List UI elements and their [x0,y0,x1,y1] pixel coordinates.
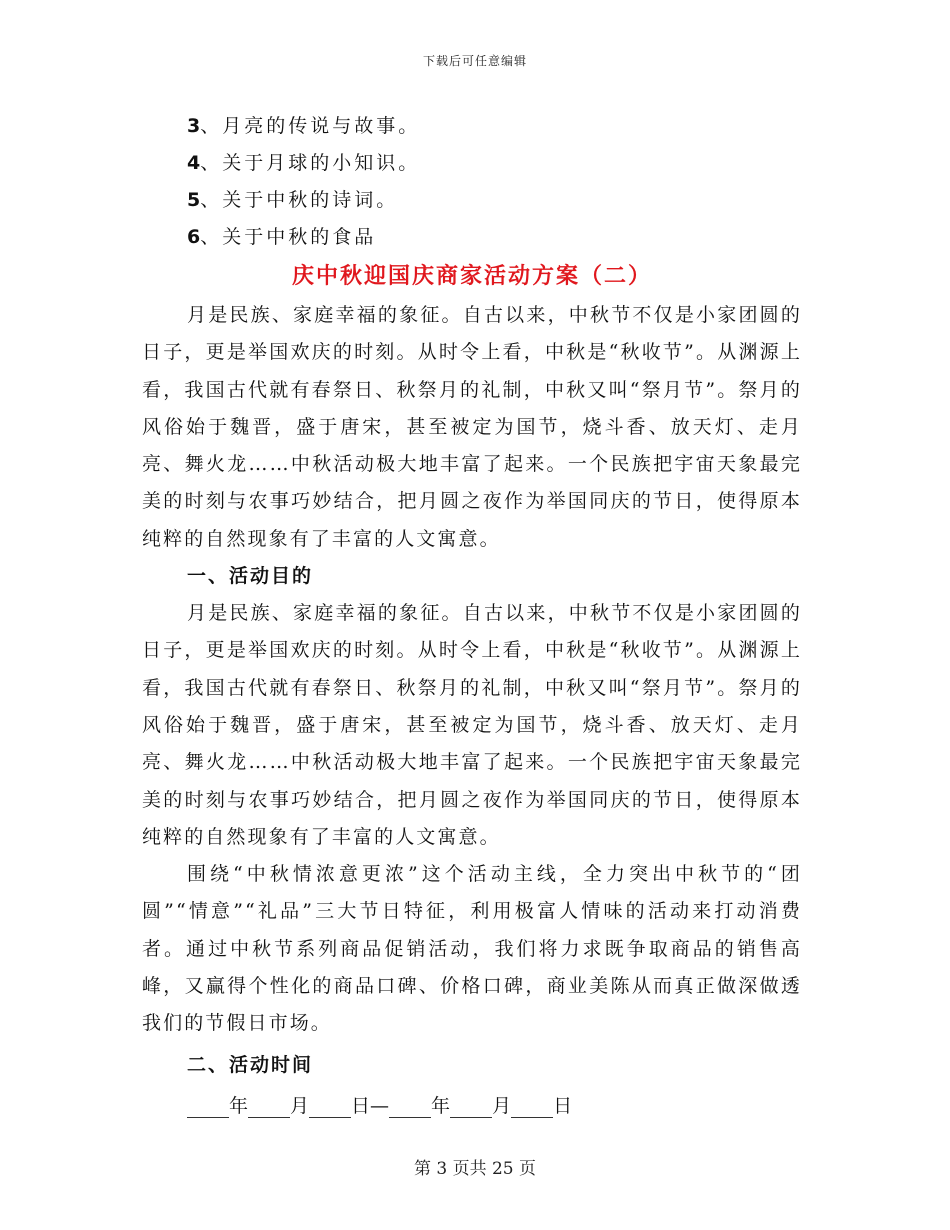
blank-field [511,1095,553,1118]
month-unit: 月 [290,1094,310,1117]
list-item-text: 、月亮的传说与故事。 [200,115,421,137]
page-number: 第 3 页共 25 页 [413,1159,537,1179]
intro-paragraph: 月是民族、家庭幸福的象征。自古以来，中秋节不仅是小家团圆的日子，更是举国欢庆的时刻。从时令上看，中秋是“秋收节”。从渊源上看，我国古代就有春祭日、秋祭月的礼制，中秋又叫“祭月节”。祭月的风俗始于魏晋，盛于唐宋，甚至被定为国节，烧斗香、放天灯、走月亮、舞火龙……中秋活动极大地丰富了起来。一个民族把宇宙天象最完美的时刻与农事巧妙结合，把月圆之夜作为举国同庆的节日，使得原本纯粹的自然现象有了丰富的人文寓意。 [142,304,802,550]
date-range-line [142,1088,802,1125]
list-item [142,182,802,219]
list-item-number: 5 [187,189,201,211]
list-item [142,145,802,182]
blank-field [309,1095,351,1118]
year-unit: 年 [229,1094,249,1117]
list-item-number: 4 [187,152,201,174]
blank-field [248,1095,290,1118]
month-unit: 月 [492,1094,512,1117]
document-body [142,108,802,1125]
purpose-paragraph: 月是民族、家庭幸福的象征。自古以来，中秋节不仅是小家团圆的日子，更是举国欢庆的时刻。从时令上看，中秋是“秋收节”。从渊源上看，我国古代就有春祭日、秋祭月的礼制，中秋又叫“祭月节”。祭月的风俗始于魏晋，盛于唐宋，甚至被定为国节，烧斗香、放天灯、走月亮、舞火龙……中秋活动极大地丰富了起来。一个民族把宇宙天象最完美的时刻与农事巧妙结合，把月圆之夜作为举国同庆的节日，使得原本纯粹的自然现象有了丰富的人文寓意。 [142,602,802,848]
header-note: 下载后可任意编辑 [422,54,527,68]
list-item-number: 3 [187,115,201,137]
blank-field [450,1095,492,1118]
section-heading-purpose: 一、活动目的 [187,565,314,588]
section-heading-time: 二、活动时间 [187,1053,314,1076]
list-item-text: 、关于月球的小知识。 [200,152,421,174]
blank-field [187,1095,229,1118]
list-item-text: 、关于中秋的食品 [200,226,377,248]
list-item-number: 6 [187,226,201,248]
document-title: 庆中秋迎国庆商家活动方案（二） [291,264,652,289]
day-unit-separator: 日— [351,1094,390,1117]
theme-paragraph: 围绕“中秋情浓意更浓”这个活动主线，全力突出中秋节的“团圆”“情意”“礼品”三大节日特征，利用极富人情味的活动来打动消费者。通过中秋节系列商品促销活动，我们将力求既争取商品的销售高峰，又赢得个性化的商品口碑、价格口碑，商业美陈从而真正做深做透我们的节假日市场。 [142,863,802,1035]
list-item-text: 、关于中秋的诗词。 [200,189,399,211]
list-item [142,219,802,256]
year-unit: 年 [431,1094,451,1117]
day-unit: 日 [553,1094,573,1117]
list-item [142,108,802,145]
blank-field [389,1095,431,1118]
